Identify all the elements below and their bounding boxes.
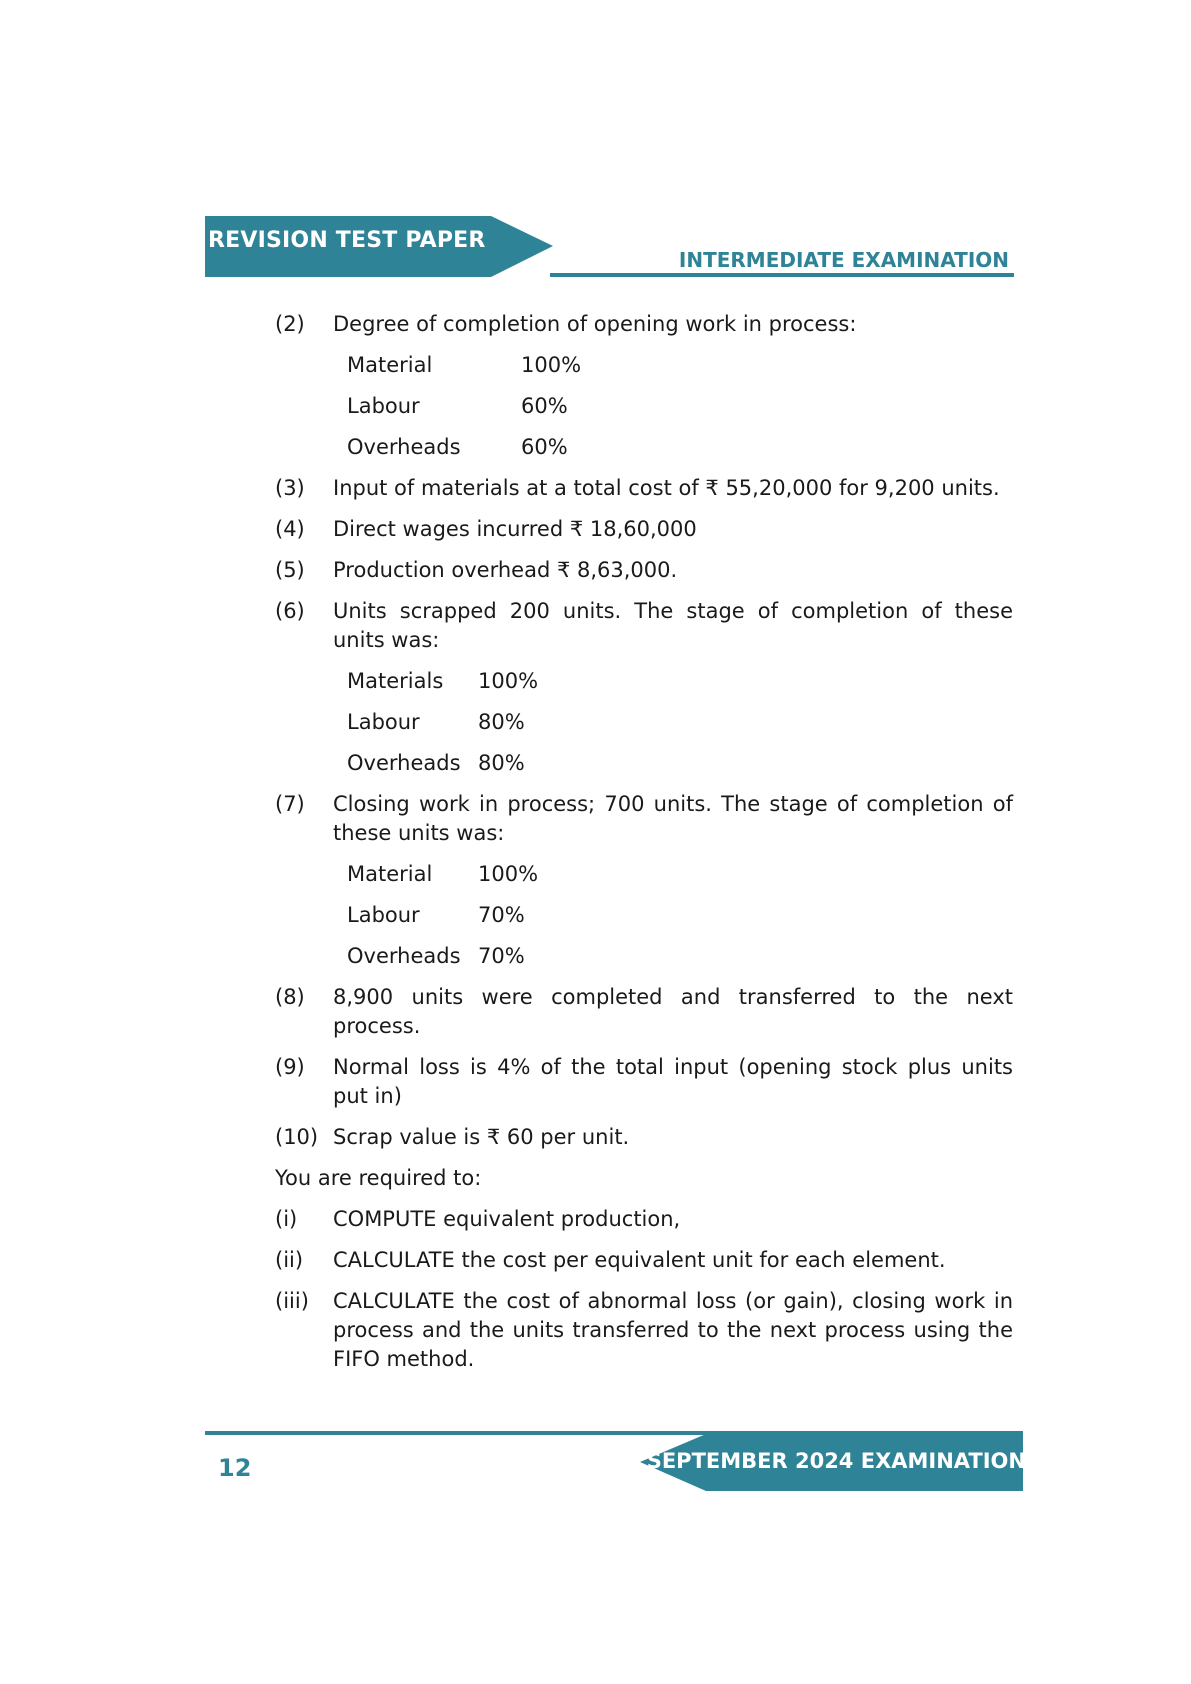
requirement-item: [275, 1205, 1013, 1234]
item-text: Units scrapped 200 units. The stage of completion of these units was:: [333, 599, 1013, 652]
list-item: [275, 515, 1013, 544]
element-label: Overheads: [347, 944, 461, 968]
requirement-item: [275, 1246, 1013, 1275]
required-intro: You are required to:: [275, 1166, 482, 1190]
requirement-item: [275, 1287, 1013, 1374]
item-text: Scrap value is ₹ 60 per unit.: [333, 1125, 630, 1149]
element-label: Overheads: [347, 435, 461, 459]
element-value: 100%: [521, 353, 582, 377]
item-number: (5): [275, 558, 305, 582]
completion-table: [347, 860, 1013, 971]
item-number: (ii): [275, 1248, 304, 1272]
item-text: Production overhead ₹ 8,63,000.: [333, 558, 678, 582]
element-label: Labour: [347, 903, 420, 927]
item-number: (iii): [275, 1289, 309, 1313]
item-number: (10): [275, 1125, 319, 1149]
item-text: Closing work in process; 700 units. The stage of completion of these units was:: [333, 792, 1013, 845]
element-value: 100%: [478, 862, 539, 886]
item-text: COMPUTE equivalent production,: [333, 1207, 681, 1231]
item-number: (2): [275, 312, 305, 336]
list-item: [275, 474, 1013, 503]
item-number: (6): [275, 599, 305, 623]
element-value: 60%: [521, 435, 568, 459]
list-item: [275, 1123, 1013, 1152]
question-content: [275, 310, 1013, 1386]
footer-exam-name: SEPTEMBER 2024 EXAMINATION: [646, 1449, 1026, 1473]
table-row: [347, 392, 1013, 421]
element-value: 80%: [478, 710, 525, 734]
list-item: [275, 983, 1013, 1041]
item-number: (3): [275, 476, 305, 500]
element-label: Materials: [347, 669, 444, 693]
element-label: Overheads: [347, 751, 461, 775]
list-item: [275, 310, 1013, 339]
element-value: 60%: [521, 394, 568, 418]
list-item: [275, 597, 1013, 655]
header-title: REVISION TEST PAPER: [208, 228, 486, 253]
table-row: [347, 667, 1013, 696]
completion-table: [347, 667, 1013, 778]
page-number: 12: [218, 1454, 252, 1482]
item-number: (4): [275, 517, 305, 541]
element-label: Labour: [347, 710, 420, 734]
item-number: (8): [275, 985, 305, 1009]
item-text: Normal loss is 4% of the total input (opening stock plus units put in): [333, 1055, 1013, 1108]
element-label: Material: [347, 353, 433, 377]
table-row: [347, 708, 1013, 737]
item-number: (7): [275, 792, 305, 816]
item-number: (9): [275, 1055, 305, 1079]
table-row: [347, 901, 1013, 930]
table-row: [347, 433, 1013, 462]
element-value: 70%: [478, 944, 525, 968]
item-text: CALCULATE the cost of abnormal loss (or gain), closing work in process and the units transferred to the next process using the FIFO method.: [333, 1289, 1013, 1371]
element-label: Material: [347, 862, 433, 886]
list-item: [275, 790, 1013, 848]
table-row: [347, 942, 1013, 971]
element-value: 80%: [478, 751, 525, 775]
item-text: Input of materials at a total cost of ₹ 55,20,000 for 9,200 units.: [333, 476, 1000, 500]
completion-table: [347, 351, 1013, 462]
item-text: CALCULATE the cost per equivalent unit for each element.: [333, 1248, 946, 1272]
element-label: Labour: [347, 394, 420, 418]
list-item: [275, 1053, 1013, 1111]
item-number: (i): [275, 1207, 298, 1231]
element-value: 100%: [478, 669, 539, 693]
header-exam-name: INTERMEDIATE EXAMINATION: [678, 248, 1009, 272]
header-divider: [550, 273, 1014, 277]
table-row: [347, 749, 1013, 778]
item-text: 8,900 units were completed and transferred to the next process.: [333, 985, 1013, 1038]
item-text: Degree of completion of opening work in process:: [333, 312, 857, 336]
table-row: [347, 860, 1013, 889]
element-value: 70%: [478, 903, 525, 927]
item-text: Direct wages incurred ₹ 18,60,000: [333, 517, 697, 541]
table-row: [347, 351, 1013, 380]
list-item: [275, 556, 1013, 585]
